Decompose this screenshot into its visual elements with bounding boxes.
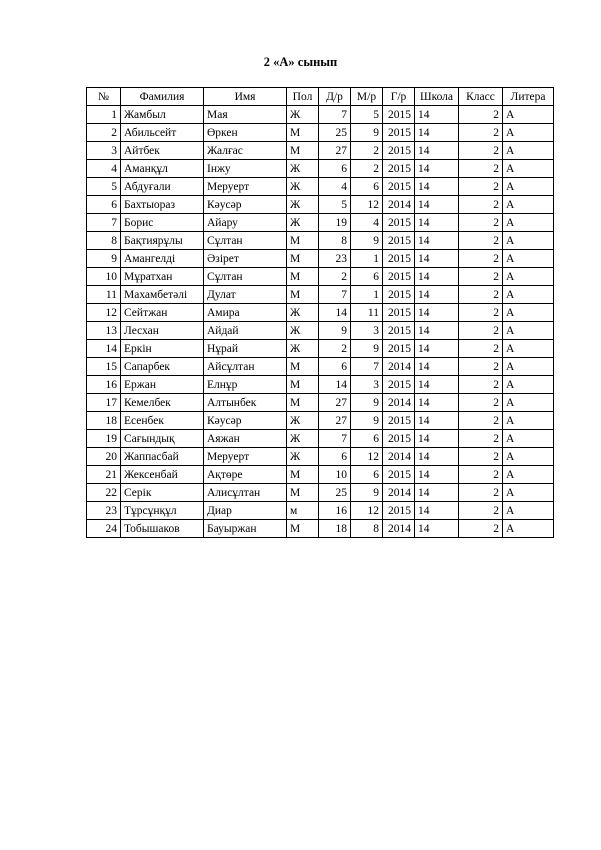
birth-day-cell: 25 (319, 484, 351, 502)
birth-year-cell: 2015 (383, 322, 415, 340)
birth-month-cell: 12 (351, 502, 383, 520)
birth-day-cell: 7 (319, 286, 351, 304)
table-header-row (87, 88, 554, 106)
number-header: № (87, 88, 121, 106)
birth-day-cell: 16 (319, 502, 351, 520)
row-number: 22 (87, 484, 121, 502)
table-row (87, 394, 554, 412)
surname-cell: Амангелді (121, 250, 204, 268)
surname-cell: Бахтыораз (121, 196, 204, 214)
gender-cell: М (287, 124, 319, 142)
name-cell: Мая (204, 106, 287, 124)
birth-month-cell: 8 (351, 520, 383, 538)
row-number: 6 (87, 196, 121, 214)
letter-cell: А (503, 520, 554, 538)
name-cell: Әзірет (204, 250, 287, 268)
letter-cell: А (503, 160, 554, 178)
gender-cell: м (287, 502, 319, 520)
school-header: Школа (415, 88, 459, 106)
gender-cell: М (287, 466, 319, 484)
birth-year-cell: 2014 (383, 358, 415, 376)
surname-cell: Махамбетәлі (121, 286, 204, 304)
surname-cell: Жаппасбай (121, 448, 204, 466)
name-cell: Інжу (204, 160, 287, 178)
gender-cell: Ж (287, 178, 319, 196)
gender-cell: Ж (287, 412, 319, 430)
birth-year-cell: 2014 (383, 484, 415, 502)
table-row (87, 214, 554, 232)
surname-cell: Сағындық (121, 430, 204, 448)
row-number: 17 (87, 394, 121, 412)
surname-header: Фамилия (121, 88, 204, 106)
school-cell: 14 (415, 520, 459, 538)
surname-cell: Жексенбай (121, 466, 204, 484)
gender-cell: М (287, 376, 319, 394)
gender-cell: М (287, 520, 319, 538)
name-cell: Диар (204, 502, 287, 520)
letter-cell: А (503, 448, 554, 466)
table-row (87, 322, 554, 340)
surname-cell: Абдуғали (121, 178, 204, 196)
school-cell: 14 (415, 448, 459, 466)
birth-year-cell: 2015 (383, 412, 415, 430)
table-row (87, 196, 554, 214)
gender-cell: Ж (287, 196, 319, 214)
table-row (87, 160, 554, 178)
birth-day-cell: 7 (319, 106, 351, 124)
row-number: 14 (87, 340, 121, 358)
grade-cell: 2 (459, 448, 503, 466)
page-title: 2 «А» сынып (263, 55, 338, 69)
letter-cell: А (503, 232, 554, 250)
surname-cell: Лесхан (121, 322, 204, 340)
surname-cell: Борис (121, 214, 204, 232)
birth-month-cell: 6 (351, 466, 383, 484)
gender-cell: Ж (287, 322, 319, 340)
school-cell: 14 (415, 322, 459, 340)
surname-cell: Айтбек (121, 142, 204, 160)
letter-cell: А (503, 412, 554, 430)
school-cell: 14 (415, 178, 459, 196)
year-header: Г/р (383, 88, 415, 106)
table-row (87, 304, 554, 322)
birth-month-cell: 6 (351, 178, 383, 196)
row-number: 20 (87, 448, 121, 466)
grade-cell: 2 (459, 232, 503, 250)
month-header: М/р (351, 88, 383, 106)
table-row (87, 466, 554, 484)
gender-cell: Ж (287, 448, 319, 466)
birth-year-cell: 2015 (383, 304, 415, 322)
name-cell: Айару (204, 214, 287, 232)
school-cell: 14 (415, 466, 459, 484)
name-cell: Айсұлтан (204, 358, 287, 376)
row-number: 24 (87, 520, 121, 538)
row-number: 2 (87, 124, 121, 142)
class-list-table (86, 87, 554, 538)
birth-day-cell: 2 (319, 268, 351, 286)
school-cell: 14 (415, 376, 459, 394)
surname-cell: Жамбыл (121, 106, 204, 124)
surname-cell: Сапарбек (121, 358, 204, 376)
row-number: 5 (87, 178, 121, 196)
table-row (87, 502, 554, 520)
school-cell: 14 (415, 214, 459, 232)
birth-year-cell: 2014 (383, 394, 415, 412)
gender-cell: М (287, 484, 319, 502)
birth-year-cell: 2015 (383, 340, 415, 358)
school-cell: 14 (415, 160, 459, 178)
birth-day-cell: 6 (319, 448, 351, 466)
birth-day-cell: 23 (319, 250, 351, 268)
letter-cell: А (503, 376, 554, 394)
letter-cell: А (503, 124, 554, 142)
school-cell: 14 (415, 412, 459, 430)
letter-cell: А (503, 466, 554, 484)
row-number: 10 (87, 268, 121, 286)
birth-day-cell: 7 (319, 430, 351, 448)
letter-header: Литера (503, 88, 554, 106)
table-row (87, 340, 554, 358)
grade-cell: 2 (459, 124, 503, 142)
school-cell: 14 (415, 268, 459, 286)
school-cell: 14 (415, 304, 459, 322)
row-number: 3 (87, 142, 121, 160)
school-cell: 14 (415, 250, 459, 268)
birth-year-cell: 2014 (383, 196, 415, 214)
row-number: 4 (87, 160, 121, 178)
gender-cell: М (287, 250, 319, 268)
letter-cell: А (503, 250, 554, 268)
school-cell: 14 (415, 340, 459, 358)
letter-cell: А (503, 178, 554, 196)
birth-month-cell: 3 (351, 376, 383, 394)
birth-year-cell: 2015 (383, 232, 415, 250)
birth-year-cell: 2015 (383, 376, 415, 394)
name-cell: Алтынбек (204, 394, 287, 412)
grade-cell: 2 (459, 466, 503, 484)
surname-cell: Серік (121, 484, 204, 502)
letter-cell: А (503, 394, 554, 412)
surname-cell: Еркін (121, 340, 204, 358)
school-cell: 14 (415, 106, 459, 124)
birth-day-cell: 9 (319, 322, 351, 340)
birth-year-cell: 2015 (383, 106, 415, 124)
birth-month-cell: 9 (351, 124, 383, 142)
row-number: 13 (87, 322, 121, 340)
table-row (87, 448, 554, 466)
grade-cell: 2 (459, 430, 503, 448)
birth-month-cell: 9 (351, 394, 383, 412)
birth-day-cell: 8 (319, 232, 351, 250)
birth-day-cell: 14 (319, 376, 351, 394)
name-cell: Бауыржан (204, 520, 287, 538)
surname-cell: Мұратхан (121, 268, 204, 286)
birth-day-cell: 10 (319, 466, 351, 484)
table-row (87, 430, 554, 448)
birth-day-cell: 14 (319, 304, 351, 322)
row-number: 16 (87, 376, 121, 394)
table-row (87, 142, 554, 160)
school-cell: 14 (415, 502, 459, 520)
gender-cell: М (287, 142, 319, 160)
birth-month-cell: 9 (351, 340, 383, 358)
name-cell: Нұрай (204, 340, 287, 358)
birth-day-cell: 5 (319, 196, 351, 214)
birth-month-cell: 1 (351, 250, 383, 268)
name-cell: Сұлтан (204, 268, 287, 286)
surname-cell: Тұрсұнқұл (121, 502, 204, 520)
grade-cell: 2 (459, 502, 503, 520)
name-cell: Кәусәр (204, 412, 287, 430)
birth-month-cell: 5 (351, 106, 383, 124)
row-number: 12 (87, 304, 121, 322)
grade-cell: 2 (459, 214, 503, 232)
gender-cell: М (287, 286, 319, 304)
grade-cell: 2 (459, 376, 503, 394)
birth-day-cell: 2 (319, 340, 351, 358)
name-cell: Амира (204, 304, 287, 322)
name-cell: Аяжан (204, 430, 287, 448)
table-row (87, 520, 554, 538)
letter-cell: А (503, 322, 554, 340)
name-cell: Алисұлтан (204, 484, 287, 502)
school-cell: 14 (415, 142, 459, 160)
grade-cell: 2 (459, 142, 503, 160)
table-row (87, 250, 554, 268)
gender-cell: Ж (287, 106, 319, 124)
surname-cell: Есенбек (121, 412, 204, 430)
birth-month-cell: 1 (351, 286, 383, 304)
name-cell: Ақтөре (204, 466, 287, 484)
surname-cell: Аманқұл (121, 160, 204, 178)
grade-cell: 2 (459, 484, 503, 502)
name-cell: Айдай (204, 322, 287, 340)
birth-year-cell: 2015 (383, 178, 415, 196)
row-number: 11 (87, 286, 121, 304)
grade-cell: 2 (459, 394, 503, 412)
birth-month-cell: 3 (351, 322, 383, 340)
birth-day-cell: 27 (319, 412, 351, 430)
table-row (87, 376, 554, 394)
birth-month-cell: 2 (351, 160, 383, 178)
birth-day-cell: 19 (319, 214, 351, 232)
gender-cell: Ж (287, 340, 319, 358)
school-cell: 14 (415, 232, 459, 250)
birth-year-cell: 2014 (383, 520, 415, 538)
grade-cell: 2 (459, 196, 503, 214)
grade-cell: 2 (459, 250, 503, 268)
school-cell: 14 (415, 286, 459, 304)
grade-cell: 2 (459, 268, 503, 286)
row-number: 23 (87, 502, 121, 520)
row-number: 1 (87, 106, 121, 124)
table-row (87, 124, 554, 142)
grade-cell: 2 (459, 286, 503, 304)
table-row (87, 358, 554, 376)
name-cell: Өркен (204, 124, 287, 142)
letter-cell: А (503, 106, 554, 124)
row-number: 15 (87, 358, 121, 376)
grade-cell: 2 (459, 322, 503, 340)
birth-year-cell: 2015 (383, 142, 415, 160)
table-row (87, 106, 554, 124)
gender-cell: М (287, 394, 319, 412)
birth-month-cell: 9 (351, 484, 383, 502)
name-header: Имя (204, 88, 287, 106)
gender-cell: Ж (287, 304, 319, 322)
table-row (87, 178, 554, 196)
letter-cell: А (503, 340, 554, 358)
birth-month-cell: 4 (351, 214, 383, 232)
name-cell: Сұлтан (204, 232, 287, 250)
school-cell: 14 (415, 394, 459, 412)
grade-cell: 2 (459, 358, 503, 376)
surname-cell: Бақтиярұлы (121, 232, 204, 250)
table-row (87, 268, 554, 286)
birth-month-cell: 9 (351, 412, 383, 430)
grade-cell: 2 (459, 520, 503, 538)
school-cell: 14 (415, 124, 459, 142)
school-cell: 14 (415, 484, 459, 502)
birth-month-cell: 2 (351, 142, 383, 160)
birth-month-cell: 7 (351, 358, 383, 376)
birth-day-cell: 27 (319, 394, 351, 412)
birth-year-cell: 2015 (383, 250, 415, 268)
birth-day-cell: 6 (319, 358, 351, 376)
letter-cell: А (503, 484, 554, 502)
name-cell: Дулат (204, 286, 287, 304)
table-row (87, 412, 554, 430)
gender-header: Пол (287, 88, 319, 106)
grade-cell: 2 (459, 340, 503, 358)
name-cell: Елнұр (204, 376, 287, 394)
birth-month-cell: 6 (351, 268, 383, 286)
birth-year-cell: 2015 (383, 466, 415, 484)
birth-year-cell: 2015 (383, 286, 415, 304)
surname-cell: Сейтжан (121, 304, 204, 322)
birth-year-cell: 2015 (383, 268, 415, 286)
day-header: Д/р (319, 88, 351, 106)
grade-cell: 2 (459, 304, 503, 322)
surname-cell: Тобышаков (121, 520, 204, 538)
letter-cell: А (503, 358, 554, 376)
grade-header: Класс (459, 88, 503, 106)
name-cell: Меруерт (204, 448, 287, 466)
gender-cell: Ж (287, 214, 319, 232)
gender-cell: Ж (287, 160, 319, 178)
letter-cell: А (503, 430, 554, 448)
birth-year-cell: 2015 (383, 214, 415, 232)
grade-cell: 2 (459, 106, 503, 124)
school-cell: 14 (415, 430, 459, 448)
birth-month-cell: 6 (351, 430, 383, 448)
birth-month-cell: 11 (351, 304, 383, 322)
school-cell: 14 (415, 196, 459, 214)
row-number: 19 (87, 430, 121, 448)
letter-cell: А (503, 304, 554, 322)
gender-cell: М (287, 232, 319, 250)
birth-year-cell: 2015 (383, 124, 415, 142)
birth-day-cell: 25 (319, 124, 351, 142)
birth-month-cell: 9 (351, 232, 383, 250)
surname-cell: Кемелбек (121, 394, 204, 412)
birth-month-cell: 12 (351, 196, 383, 214)
birth-year-cell: 2015 (383, 430, 415, 448)
gender-cell: М (287, 358, 319, 376)
grade-cell: 2 (459, 160, 503, 178)
table-row (87, 484, 554, 502)
gender-cell: М (287, 268, 319, 286)
school-cell: 14 (415, 358, 459, 376)
row-number: 8 (87, 232, 121, 250)
surname-cell: Абильсейт (121, 124, 204, 142)
letter-cell: А (503, 502, 554, 520)
letter-cell: А (503, 214, 554, 232)
name-cell: Кәусәр (204, 196, 287, 214)
letter-cell: А (503, 286, 554, 304)
birth-day-cell: 6 (319, 160, 351, 178)
letter-cell: А (503, 196, 554, 214)
name-cell: Жалғас (204, 142, 287, 160)
row-number: 9 (87, 250, 121, 268)
row-number: 7 (87, 214, 121, 232)
table-row (87, 232, 554, 250)
row-number: 21 (87, 466, 121, 484)
letter-cell: А (503, 142, 554, 160)
name-cell: Меруерт (204, 178, 287, 196)
table-row (87, 286, 554, 304)
grade-cell: 2 (459, 178, 503, 196)
surname-cell: Ержан (121, 376, 204, 394)
birth-day-cell: 4 (319, 178, 351, 196)
birth-year-cell: 2015 (383, 160, 415, 178)
birth-day-cell: 18 (319, 520, 351, 538)
grade-cell: 2 (459, 412, 503, 430)
row-number: 18 (87, 412, 121, 430)
birth-month-cell: 12 (351, 448, 383, 466)
letter-cell: А (503, 268, 554, 286)
birth-year-cell: 2015 (383, 502, 415, 520)
birth-year-cell: 2014 (383, 448, 415, 466)
birth-day-cell: 27 (319, 142, 351, 160)
gender-cell: Ж (287, 430, 319, 448)
